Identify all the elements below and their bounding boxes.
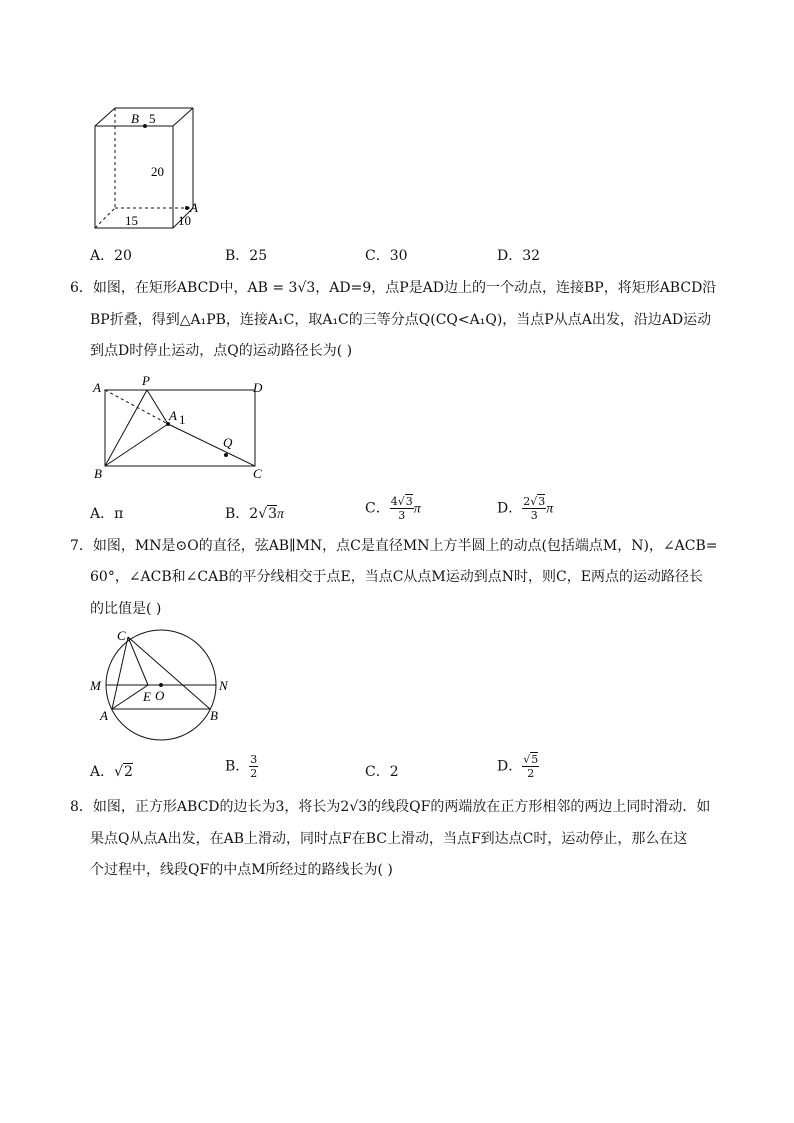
q6-option-d-suffix: π <box>546 501 554 517</box>
q7-label-N: N <box>219 678 228 693</box>
q6-option-b <box>225 504 284 525</box>
q6-text-line1: 6．如图，在矩形ABCD中，AB = 3√3，AD=9，点P是AD边上的一个动点，连接BP，将矩形ABCD沿 <box>70 280 717 296</box>
q7-option-b-prefix: B． <box>225 758 250 775</box>
q6-option-c-num-radicand: 3 <box>405 495 413 508</box>
q6-option-c-num: 4 <box>390 495 398 508</box>
q7-label-O: O <box>155 688 165 703</box>
q7-label-E: E <box>143 689 151 704</box>
q6-option-c-prefix: C． <box>365 500 390 517</box>
q5-label-A: A <box>190 200 198 215</box>
q5-label-depth: 10 <box>178 213 191 228</box>
q7-option-a <box>90 762 133 782</box>
q8-text-line3: 个过程中，线段QF的中点M所经过的路线长为( ) <box>90 862 393 878</box>
q6-option-d-fraction: $\frac{2√3}{3}$ <box>523 495 546 522</box>
q7-option-d-prefix: D． <box>497 758 523 775</box>
q6-option-d <box>497 495 553 522</box>
q5-option-a: A．20 <box>90 248 132 264</box>
q7-option-b <box>225 753 258 780</box>
q7-option-d-fraction: $\frac{√5}{2}$ <box>523 753 539 780</box>
q7-option-b-fraction <box>249 753 258 780</box>
q6-option-a: A．π <box>90 506 124 522</box>
q5-option-b: B．25 <box>225 248 268 264</box>
sqrt-symbol: √2 <box>114 764 133 780</box>
q7-label-M: M <box>90 678 101 693</box>
q7-label-C: C <box>117 628 126 643</box>
q6-option-d-prefix: D． <box>497 500 523 517</box>
q6-option-d-den: 3 <box>530 509 538 522</box>
q7-option-a-radicand: 2 <box>124 764 133 780</box>
q6-option-b-prefix: B．2 <box>225 506 259 522</box>
q6-option-c-den: 3 <box>398 509 406 522</box>
q6-text-line3: 到点D时停止运动，点Q的运动路径长为( ) <box>90 343 353 359</box>
q5-label-bottom: 15 <box>125 213 138 228</box>
q7-text-line2: 60°，∠ACB和∠CAB的平分线相交于点E，当点C从点M运动到点N时，则C，E两点的运动路径长 <box>90 569 703 585</box>
q5-label-top: 5 <box>149 111 156 126</box>
q6-option-c-suffix: π <box>413 501 421 517</box>
q7-option-b-num: 3 <box>250 753 258 766</box>
q7-text-line3: 的比值是( ) <box>90 601 162 617</box>
q6-label-A: A <box>93 380 101 395</box>
q5-box-figure <box>85 100 205 235</box>
q5-option-c: C．30 <box>365 248 408 264</box>
q8-text-line1: 8．如图，正方形ABCD的边长为3，将长为2√3的线段QF的两端放在正方形相邻的两边上同时滑动．如 <box>70 799 711 815</box>
q7-label-B: B <box>210 708 218 723</box>
q5-option-d: D．32 <box>497 248 541 264</box>
q6-label-B: B <box>94 466 102 481</box>
q7-option-a-prefix: A． <box>90 764 115 780</box>
q6-rectangle-figure <box>85 370 275 485</box>
q7-option-c: C．2 <box>365 764 399 780</box>
sqrt-symbol: √3 <box>258 506 278 522</box>
q7-option-b-den: 2 <box>250 767 258 780</box>
q6-label-D: D <box>253 380 263 395</box>
q6-option-d-num: 2 <box>523 495 531 508</box>
q6-option-c-fraction: $\frac{4√3}{3}$ <box>390 495 413 522</box>
q6-option-b-radicand: 3 <box>268 506 278 522</box>
q6-label-P: P <box>142 373 150 388</box>
q6-label-A1-sub: 1 <box>179 412 186 427</box>
q7-option-d-den: 2 <box>527 767 535 780</box>
q7-option-d <box>497 753 539 780</box>
q6-option-b-suffix: π <box>277 507 285 522</box>
q6-label-Q: Q <box>223 435 233 450</box>
q6-text-line2: BP折叠，得到△A₁PB，连接A₁C，取A₁C的三等分点Q(CQ<A₁Q)，当点P从点A出发，沿边AD运动 <box>90 312 712 328</box>
q5-label-height: 20 <box>151 164 164 179</box>
q6-option-c <box>365 495 421 522</box>
q7-text-line1: 7．如图，MN是⊙O的直径，弦AB∥MN，点C是直径MN上方半圆上的动点(包括端点M，N)，∠ACB= <box>70 538 718 554</box>
q7-label-A: A <box>100 708 108 723</box>
q7-option-d-num-radicand: 5 <box>531 753 539 766</box>
q6-label-A1: A <box>169 408 177 423</box>
q8-text-line2: 果点Q从点A出发，在AB上滑动，同时点F在BC上滑动，当点F到达点C时，运动停止，那么在这 <box>90 831 688 847</box>
q6-label-C: C <box>253 466 262 481</box>
q5-label-B: B <box>131 111 139 126</box>
q6-option-d-num-radicand: 3 <box>538 495 546 508</box>
q7-circle-figure <box>85 625 235 750</box>
